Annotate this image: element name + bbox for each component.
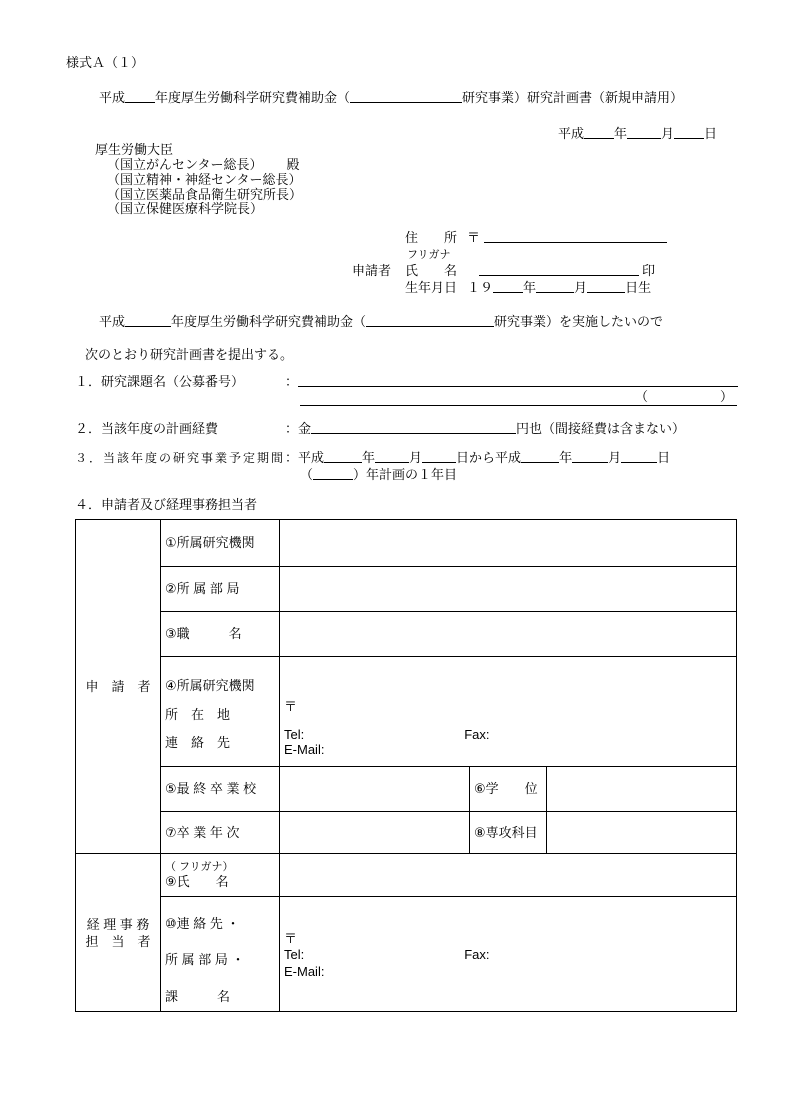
addressee-pharma-institute: （国立医薬品食品衛生研究所長） xyxy=(107,187,303,202)
postal-mark-accounting: 〒 xyxy=(284,930,298,946)
applicant-name-line xyxy=(352,263,655,279)
item2-label: ２．当該年度の計画経費 xyxy=(75,421,219,436)
statement-year-blank xyxy=(125,315,171,327)
statement-era: 平成 xyxy=(99,314,126,329)
item1-paren-open: （ xyxy=(634,389,648,405)
date-era-label: 平成 xyxy=(558,126,585,141)
label-affiliation-address-3: 連 絡 先 xyxy=(165,735,231,751)
form-style-label: 様式Ａ（１） xyxy=(66,55,145,70)
address-blank xyxy=(484,231,667,243)
group-accounting-label-2: 担 当 者 xyxy=(85,933,151,949)
value-major xyxy=(547,812,737,854)
item3-day2-blank xyxy=(621,451,657,463)
fax-label-accounting: Fax: xyxy=(464,947,490,963)
dono-label: 殿 xyxy=(286,157,300,172)
item2-amount-blank xyxy=(311,422,516,434)
birth-label: 生年月日 xyxy=(405,280,458,295)
item1-line xyxy=(285,374,738,390)
postal-mark-affiliation: 〒 xyxy=(284,699,298,715)
value-accounting-name xyxy=(280,854,737,897)
item3-month2-label: 月 xyxy=(608,450,622,465)
telfax-line-affiliation xyxy=(284,727,732,743)
label-affiliation-address-1: ④所属研究機関 xyxy=(165,678,255,694)
date-line xyxy=(558,126,717,142)
label-accounting-name-text: ⑨氏 名 xyxy=(165,873,229,889)
date-year-label: 年 xyxy=(614,126,628,141)
row-graduation-year xyxy=(76,812,737,854)
birth-era-prefix: １９ xyxy=(467,280,494,295)
minister-label: 厚生労働大臣 xyxy=(95,142,174,157)
birth-month-blank xyxy=(536,281,574,293)
item3-month2-blank xyxy=(572,451,608,463)
applicant-role-label: 申請者 xyxy=(352,263,392,278)
label-accounting-contact-1: ⑩連 絡 先 ・ xyxy=(165,915,240,931)
date-day-label: 日 xyxy=(704,126,718,141)
row-affiliation xyxy=(76,520,737,567)
item3-line-2 xyxy=(300,467,457,483)
item3-year2-blank xyxy=(521,451,559,463)
label-affiliation-address-2: 所 在 地 xyxy=(165,706,231,722)
item3-day1-blank xyxy=(422,451,456,463)
item2-line xyxy=(285,421,685,437)
label-major: ⑧専攻科目 xyxy=(470,812,547,854)
statement-post: 研究事業）を実施したいので xyxy=(494,314,664,329)
label-accounting-contact xyxy=(161,897,280,1012)
item3-year1-blank xyxy=(324,451,362,463)
row-accounting-name xyxy=(76,854,737,897)
label-degree: ⑥学 位 xyxy=(470,767,547,812)
statement-mid: 年度厚生労働科学研究費補助金（ xyxy=(171,314,367,329)
item2-colon: ：金 xyxy=(285,421,312,436)
title-project-blank xyxy=(350,91,462,103)
label-department: ②所 属 部 局 xyxy=(161,567,280,612)
value-degree xyxy=(547,767,737,812)
address-label: 住 所 xyxy=(405,230,458,245)
row-department xyxy=(76,567,737,612)
birth-date-line xyxy=(405,280,651,296)
item3-colon: ：平成 xyxy=(285,450,325,465)
item1-line-2 xyxy=(300,390,737,406)
value-position xyxy=(280,612,737,657)
statement-project-blank xyxy=(366,315,494,327)
item3-year1-label: 年 xyxy=(362,450,376,465)
seal-label: 印 xyxy=(642,263,656,278)
label-affiliation: ①所属研究機関 xyxy=(161,520,280,567)
value-graduation-year xyxy=(280,812,470,854)
row-position xyxy=(76,612,737,657)
item1-title-blank xyxy=(298,375,738,387)
group-cell-applicant xyxy=(76,520,161,854)
date-day-blank xyxy=(674,127,704,139)
telfax-line-accounting xyxy=(284,947,732,963)
label-accounting-contact-2: 所 属 部 局 ・ xyxy=(165,952,245,968)
title-year-blank xyxy=(125,91,155,103)
item3-year2-label: 年 xyxy=(559,450,573,465)
item3-line xyxy=(285,450,670,466)
value-affiliation xyxy=(280,520,737,567)
item3-plan-years-blank xyxy=(313,468,353,480)
group-applicant-label: 申 請 者 xyxy=(85,678,151,694)
label-position: ③職 名 xyxy=(161,612,280,657)
item3-paren-close: ）年計画の１年目 xyxy=(353,467,458,482)
birth-day-label: 日生 xyxy=(625,280,652,295)
addressee-neuro-center: （国立精神・神経センター総長） xyxy=(107,172,302,187)
value-accounting-contact xyxy=(280,897,737,1012)
date-year-blank xyxy=(584,127,614,139)
label-accounting-furigana: （ フリガナ） xyxy=(165,860,234,873)
birth-year-label: 年 xyxy=(523,280,537,295)
label-graduation-year: ⑦卒 業 年 次 xyxy=(161,812,280,854)
item2-suffix: 円也（間接経費は含まない） xyxy=(516,421,686,436)
tel-label-affiliation: Tel: xyxy=(284,726,305,742)
birth-year-blank xyxy=(493,281,523,293)
statement-line-2: 次のとおり研究計画書を提出する。 xyxy=(85,347,294,362)
email-label-accounting: E-Mail: xyxy=(284,963,325,979)
statement-line-1 xyxy=(99,314,663,330)
item3-month1-blank xyxy=(375,451,409,463)
item1-paren-group xyxy=(635,389,733,405)
group-cell-accounting xyxy=(76,854,161,1012)
date-month-label: 月 xyxy=(661,126,675,141)
item3-day2-label: 日 xyxy=(657,450,671,465)
addressee-line-1 xyxy=(107,157,300,173)
row-affiliation-address xyxy=(76,657,737,767)
item3-month1-label: 月 xyxy=(409,450,423,465)
label-last-school: ⑤最 終 卒 業 校 xyxy=(161,767,280,812)
item3-label: ３．当該年度の研究事業予定期間 xyxy=(75,451,286,465)
name-label: 氏 名 xyxy=(405,263,458,278)
email-label-affiliation: E-Mail: xyxy=(284,742,325,758)
item3-paren-open: （ xyxy=(300,467,314,482)
item1-label: １．研究課題名（公募番号） xyxy=(75,374,245,389)
birth-day-blank xyxy=(587,281,625,293)
furigana-label: フリガナ xyxy=(407,249,451,261)
item3-from-label: 日から平成 xyxy=(456,450,522,465)
title-post: 研究事業）研究計画書（新規申請用） xyxy=(462,90,684,105)
title-mid: 年度厚生労働科学研究費補助金（ xyxy=(155,90,351,105)
addressee-cancer-center: （国立がんセンター総長） xyxy=(107,157,263,172)
value-last-school xyxy=(280,767,470,812)
group-accounting-label-1: 経 理 事 務 xyxy=(86,916,150,932)
form-title-line xyxy=(99,90,683,106)
item4-label: ４．申請者及び経理事務担当者 xyxy=(75,497,258,512)
label-accounting-name xyxy=(161,854,280,897)
value-department xyxy=(280,567,737,612)
label-accounting-contact-3: 課 名 xyxy=(165,988,231,1004)
label-affiliation-address xyxy=(161,657,280,767)
birth-month-label: 月 xyxy=(574,280,588,295)
tel-label-accounting: Tel: xyxy=(284,947,305,963)
applicant-table xyxy=(75,519,737,1012)
row-last-school xyxy=(76,767,737,812)
item1-paren-close: ） xyxy=(719,389,733,405)
date-month-blank xyxy=(627,127,661,139)
fax-label-affiliation: Fax: xyxy=(464,726,490,742)
value-affiliation-address xyxy=(280,657,737,767)
item1-colon: ： xyxy=(285,374,299,389)
name-blank xyxy=(479,264,639,276)
row-accounting-contact xyxy=(76,897,737,1012)
addressee-health-institute: （国立保健医療科学院長） xyxy=(107,201,264,216)
applicant-address-line xyxy=(405,230,667,246)
postal-mark: 〒 xyxy=(467,230,481,245)
title-era: 平成 xyxy=(99,90,126,105)
